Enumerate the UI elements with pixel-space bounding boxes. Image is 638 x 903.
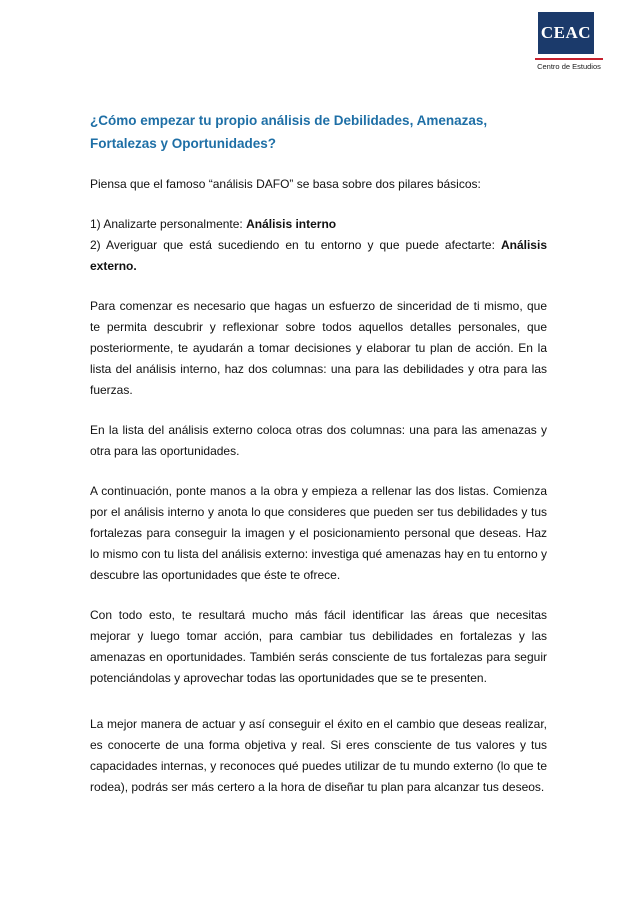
list-item-text: 2) Averiguar que está sucediendo en tu entorno y que puede afectarte: [90, 238, 501, 252]
intro-paragraph: Piensa que el famoso “análisis DAFO” se basa sobre dos pilares básicos: [90, 177, 481, 191]
logo-subtitle: Centro de Estudios [537, 62, 601, 71]
list-item [90, 235, 547, 277]
list-item-emphasis: Análisis externo. [90, 238, 547, 273]
body-paragraph: La mejor manera de actuar y así conseguir el éxito en el cambio que deseas realizar, es conocerte de una forma objetiva y real. Si eres consciente de tus valores y tus capacidades internas, y reconoces qué puedes utilizar de tu mundo externo (lo que te rodea), podrás ser más certero a la hora de diseñar tu plan para alcanzar tus deseos. [90, 717, 547, 794]
ceac-logo [535, 12, 603, 71]
body-paragraph: En la lista del análisis externo coloca otras dos columnas: una para las amenazas y otra para las oportunidades. [90, 423, 547, 458]
logo-divider [535, 58, 603, 60]
logo-mark: CEAC [538, 12, 594, 54]
list-item-emphasis: Análisis interno [246, 217, 337, 231]
body-paragraph: Para comenzar es necesario que hagas un esfuerzo de sinceridad de ti mismo, que te permita descubrir y reflexionar sobre todos aquellos detalles personales, que posteriormente, te ayudarán a tomar decisiones y elaborar tu plan de acción. En la lista del análisis interno, haz dos columnas: una para las debilidades y otra para las fuerzas. [90, 299, 547, 397]
document-body [90, 109, 547, 798]
body-paragraph: Con todo esto, te resultará mucho más fácil identificar las áreas que necesitas mejorar y luego tomar acción, para cambiar tus debilidades en fortalezas y las amenazas en oportunidades. También serás consciente de tus fortalezas para seguir potenciándolas y aprovechar todas las oportunidades que se te presenten. [90, 608, 547, 685]
list-item [90, 214, 547, 235]
body-paragraph: A continuación, ponte manos a la obra y empieza a rellenar las dos listas. Comienza por el análisis interno y anota lo que consideres que pueden ser tus debilidades y tus fortalezas para conseguir la imagen y el posicionamiento personal que deseas. Haz lo mismo con tu lista del análisis externo: investiga qué amenazas hay en tu entorno y descubre las oportunidades que éste te ofrece. [90, 484, 547, 582]
list-item-text: 1) Analizarte personalmente: [90, 217, 247, 231]
page-title: ¿Cómo empezar tu propio análisis de Debilidades, Amenazas, Fortalezas y Oportunidades? [90, 113, 488, 151]
